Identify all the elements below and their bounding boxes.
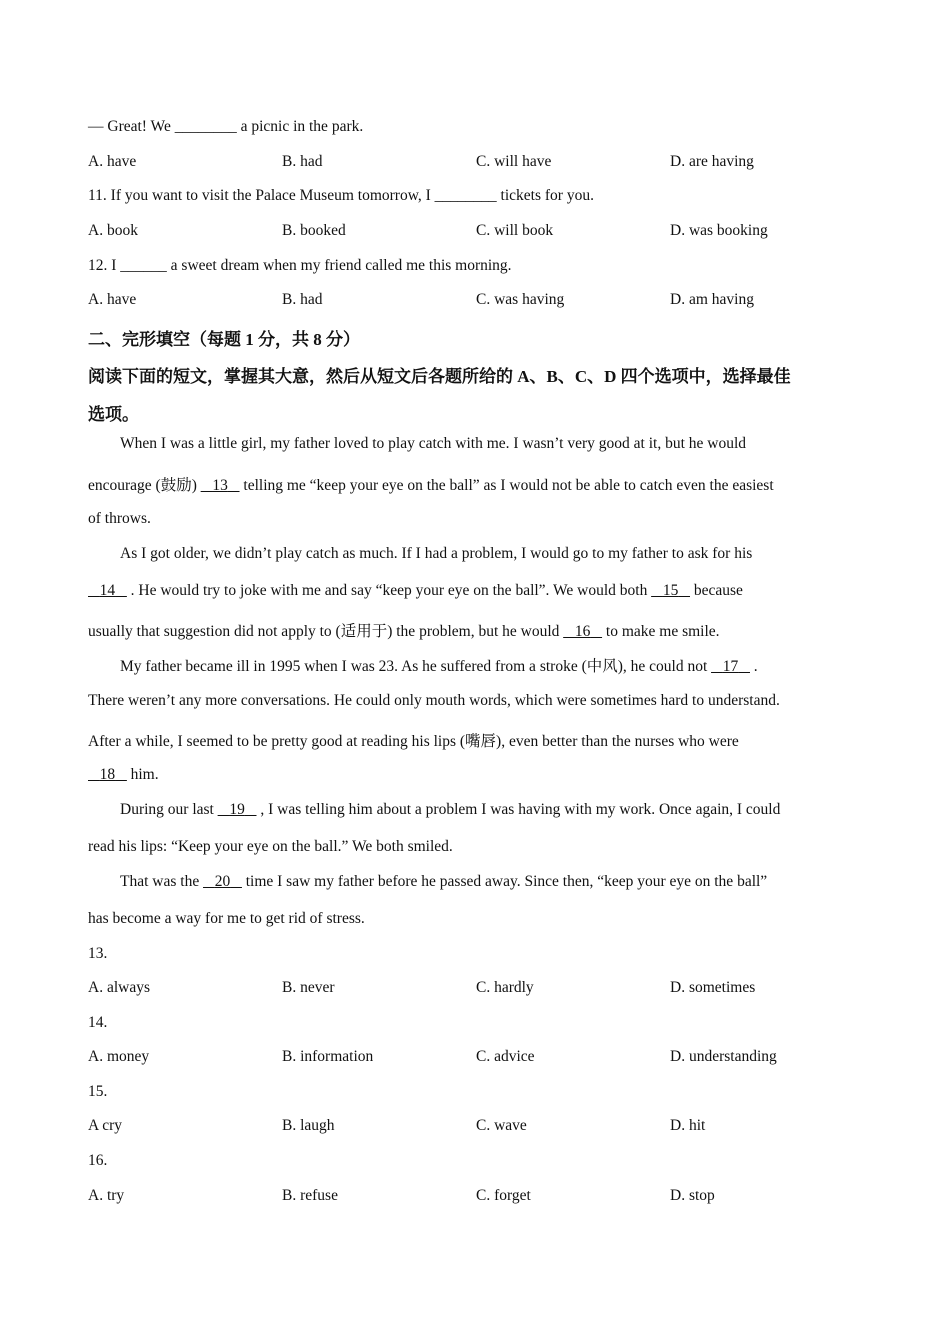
q14-option-c: C. advice: [476, 1048, 535, 1065]
blank-20: 20: [214, 873, 231, 890]
q11-option-c: C. will book: [476, 222, 554, 239]
q13-option-d: D. sometimes: [670, 979, 756, 996]
q12-option-b: B. had: [282, 291, 323, 308]
text-run: That was the: [120, 873, 204, 890]
blank-18: 18: [99, 766, 116, 783]
q13-number: 13.: [88, 945, 108, 962]
q15-option-c: C. wave: [476, 1117, 527, 1134]
q14-option-b: B. information: [282, 1048, 374, 1065]
passage-p3-line4: [88, 766, 159, 784]
q11-option-a: A. book: [88, 222, 138, 239]
q10-option-d: D. are having: [670, 153, 754, 170]
blank-17: 17: [722, 658, 739, 675]
q12-option-d: D. am having: [670, 291, 754, 308]
blank-19: 19: [229, 801, 245, 818]
passage-p1-line3: of throws.: [88, 510, 151, 527]
text-run: . He would try to joke with me and say “keep your eye on the ball”. We would both: [130, 582, 652, 599]
q13-option-b: B. never: [282, 979, 335, 996]
text-run: to make me smile.: [605, 623, 720, 640]
passage-p4-line1: [120, 801, 780, 819]
q15-option-a: A cry: [88, 1117, 123, 1134]
q15-number: 15.: [88, 1083, 108, 1100]
text-run: .: [753, 658, 758, 675]
q15-option-d: D. hit: [670, 1117, 706, 1134]
q16-option-b: B. refuse: [282, 1187, 338, 1204]
q12-option-c: C. was having: [476, 291, 565, 308]
q14-option-a: A. money: [88, 1048, 150, 1065]
passage-p3-line3: After a while, I seemed to be pretty good at reading his lips (嘴唇), even better than the nurses who were: [88, 733, 739, 750]
blank-16: 16: [574, 623, 591, 640]
q16-option-d: D. stop: [670, 1187, 715, 1204]
q14-number: 14.: [88, 1014, 108, 1031]
blank-15: 15: [662, 582, 679, 599]
q16-number: 16.: [88, 1152, 108, 1169]
passage-p2-line1: As I got older, we didn’t play catch as much. If I had a problem, I would go to my father to ask for his: [120, 545, 753, 562]
text-run: because: [693, 582, 743, 599]
text-run: him.: [130, 766, 159, 783]
instruction-line-2: 选项。: [88, 405, 139, 424]
q13-option-c: C. hardly: [476, 979, 534, 996]
text-run: During our last: [120, 801, 218, 818]
passage-p1-line2: [88, 473, 774, 495]
passage-p5-line2: has become a way for me to get rid of stress.: [88, 910, 365, 927]
q10-option-b: B. had: [282, 153, 323, 170]
q12-option-a: A. have: [88, 291, 137, 308]
passage-p4-line2: read his lips: “Keep your eye on the ball.” We both smiled.: [88, 838, 453, 855]
instruction-line-1: 阅读下面的短文，掌握其大意，然后从短文后各题所给的 A、B、C、D 四个选项中，选择最佳: [88, 367, 791, 386]
q11-option-d: D. was booking: [670, 222, 768, 239]
text-run: , I was telling him about a problem I was having with my work. Once again, I could: [260, 801, 781, 818]
section-title: 二、完形填空（每题 1 分，共 8 分）: [88, 330, 360, 349]
q11-text: 11. If you want to visit the Palace Museum tomorrow, I ________ tickets for you.: [88, 187, 594, 204]
blank-14: 14: [99, 582, 116, 599]
text-run: My father became ill in 1995 when I was 23. As he suffered from a stroke (中风), he could not: [120, 658, 712, 675]
q15-option-b: B. laugh: [282, 1117, 335, 1134]
q14-option-d: D. understanding: [670, 1048, 777, 1065]
q10-option-a: A. have: [88, 153, 137, 170]
text-run: time I saw my father before he passed away. Since then, “keep your eye on the ball”: [245, 873, 768, 890]
q16-option-c: C. forget: [476, 1187, 531, 1204]
q10-option-c: C. will have: [476, 153, 552, 170]
q12-text: 12. I ______ a sweet dream when my friend called me this morning.: [88, 257, 512, 274]
text-run: encourage (鼓励): [88, 477, 201, 494]
q16-option-a: A. try: [88, 1187, 125, 1204]
passage-p2-line3: [88, 619, 720, 641]
passage-p1-line1: When I was a little girl, my father loved to play catch with me. I wasn’t very good at it, but he would: [120, 435, 747, 452]
passage-p3-line2: There weren’t any more conversations. He could only mouth words, which were sometimes hard to understand.: [88, 692, 780, 709]
text-run: usually that suggestion did not apply to (适用于) the problem, but he would: [88, 623, 564, 640]
q11-option-b: B. booked: [282, 222, 346, 239]
passage-p5-line1: [120, 873, 767, 891]
passage-p3-line1: [120, 654, 758, 676]
q13-option-a: A. always: [88, 979, 150, 996]
text-run: telling me “keep your eye on the ball” as I would not be able to catch even the easiest: [243, 477, 774, 494]
passage-p2-line2: [88, 582, 743, 600]
q10-reply: — Great! We ________ a picnic in the park.: [88, 118, 364, 135]
blank-13: 13: [212, 477, 228, 494]
